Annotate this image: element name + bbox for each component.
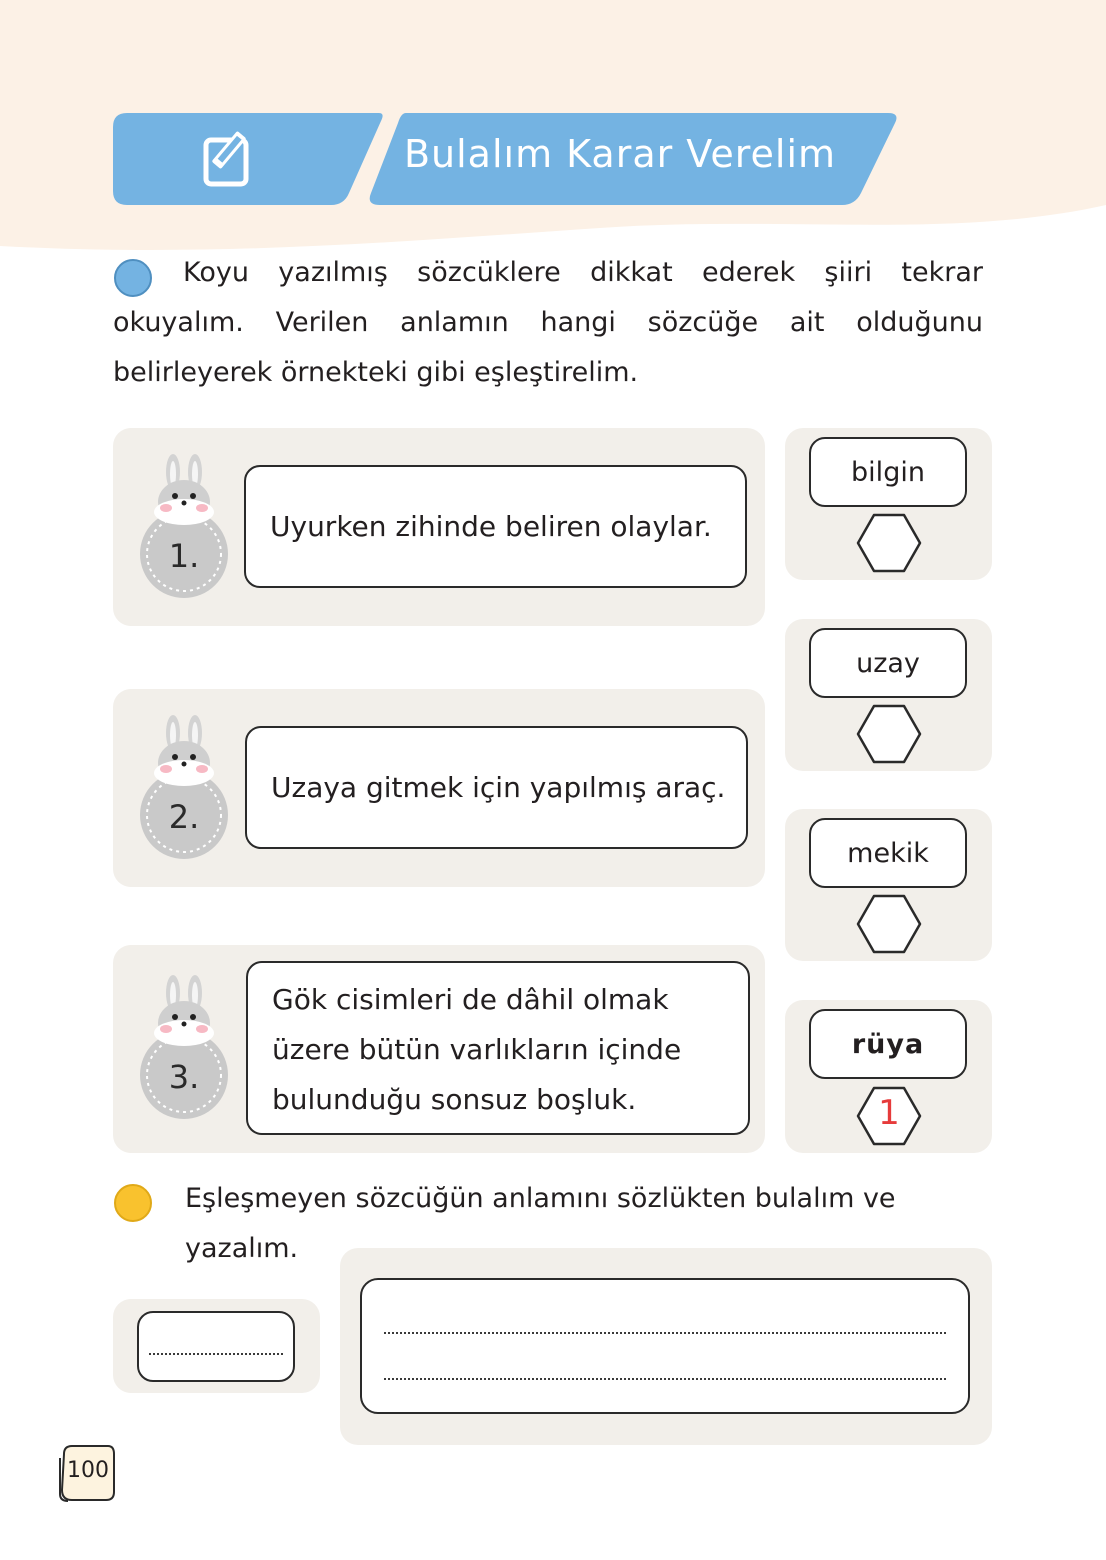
definition-text-2 bbox=[245, 726, 748, 849]
word-uzay: uzay bbox=[809, 628, 967, 698]
definition-text-3 bbox=[246, 961, 750, 1135]
definition-text-1 bbox=[244, 465, 747, 588]
definition-line: bulunduğu sonsuz boşluk. bbox=[272, 1083, 637, 1116]
definition-number: 1. bbox=[168, 537, 200, 575]
example-answer: 1 bbox=[878, 1093, 900, 1133]
definition-line: Gök cisimleri de dâhil olmak bbox=[272, 983, 669, 1016]
definition-text: Uyurken zihinde beliren olaylar. bbox=[270, 509, 712, 543]
definition-number: 3. bbox=[168, 1058, 200, 1096]
answer-line bbox=[384, 1378, 946, 1380]
answer-line bbox=[384, 1332, 946, 1334]
answer-hexagon[interactable] bbox=[856, 513, 922, 573]
bunny-badge-icon bbox=[138, 713, 234, 877]
definition-line: üzere bütün varlıkların içinde bbox=[272, 1033, 682, 1066]
word-bilgin: bilgin bbox=[809, 437, 967, 507]
page-number: 100 bbox=[67, 1458, 109, 1483]
word-ruya: rüya bbox=[809, 1009, 967, 1079]
instruction-match: Koyu yazılmış sözcüklere dikkat ederek şiiri tekrar okuyalım. Verilen anlamın hangi sözcüğe ait olduğunu belirleyerek örnekteki gibi eşleştirelim. bbox=[113, 257, 983, 388]
page-title: Bulalım Karar Verelim bbox=[403, 132, 837, 176]
word-mekik: mekik bbox=[809, 818, 967, 888]
edit-icon bbox=[196, 128, 262, 190]
answer-hexagon[interactable] bbox=[856, 704, 922, 764]
definition-text: Uzaya gitmek için yapılmış araç. bbox=[271, 770, 726, 804]
bunny-badge-icon bbox=[138, 452, 234, 616]
answer-meaning-field[interactable] bbox=[360, 1278, 970, 1414]
answer-word-field[interactable] bbox=[137, 1311, 295, 1382]
yellow-bullet-icon bbox=[113, 1183, 153, 1223]
answer-line bbox=[149, 1353, 283, 1355]
definition-number: 2. bbox=[168, 798, 200, 836]
bunny-badge-icon bbox=[138, 973, 234, 1137]
answer-hexagon[interactable] bbox=[856, 894, 922, 954]
instruction-dictionary: Eşleşmeyen sözcüğün anlamını sözlükten bulalım ve yazalım. bbox=[185, 1183, 896, 1264]
